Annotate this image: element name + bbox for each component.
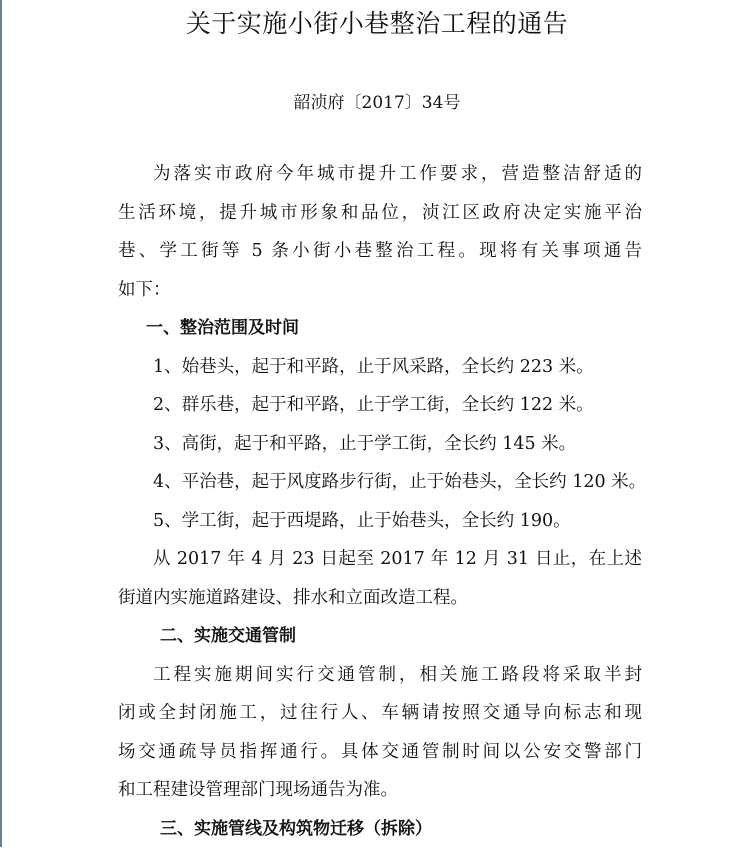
page-left-border	[0, 0, 2, 847]
intro-line-4: 如下：	[118, 271, 642, 310]
traffic-line-4: 和工程建设管理部门现场通告为准。	[118, 771, 642, 810]
traffic-line-1: 工程实施期间实行交通管制，相关施工路段将采取半封	[118, 656, 642, 695]
scope-item-5: 5、学工街，起于西堤路，止于始巷头，全长约 190。	[118, 502, 642, 541]
traffic-line-3: 场交通疏导员指挥通行。具体交通管制时间以公安交警部门	[118, 733, 642, 772]
scope-item-4: 4、平治巷，起于风度路步行街，止于始巷头，全长约 120 米。	[118, 463, 642, 502]
section-2-heading: 二、实施交通管制	[118, 617, 642, 656]
section-1-heading: 一、整治范围及时间	[118, 309, 642, 348]
document-number: 韶浈府〔2017〕34号	[0, 88, 754, 113]
scope-item-2: 2、群乐巷，起于和平路，止于学工街，全长约 122 米。	[118, 386, 642, 425]
scope-item-3: 3、高街，起于和平路，止于学工街，全长约 145 米。	[118, 425, 642, 464]
scope-item-1: 1、始巷头，起于和平路，止于风采路，全长约 223 米。	[118, 348, 642, 387]
intro-line-1: 为落实市政府今年城市提升工作要求，营造整洁舒适的	[118, 155, 642, 194]
intro-line-3: 巷、学工街等 5 条小街小巷整治工程。现将有关事项通告	[118, 232, 642, 271]
intro-line-2: 生活环境，提升城市形象和品位，浈江区政府决定实施平治	[118, 194, 642, 233]
section-3-heading: 三、实施管线及构筑物迁移（拆除）	[118, 810, 642, 848]
document-body	[118, 155, 642, 848]
period-line-1: 从 2017 年 4 月 23 日起至 2017 年 12 月 31 日止，在上述	[118, 540, 642, 579]
document-title: 关于实施小街小巷整治工程的通告	[0, 4, 754, 40]
traffic-line-2: 闭或全封闭施工，过往行人、车辆请按照交通导向标志和现	[118, 694, 642, 733]
period-line-2: 街道内实施道路建设、排水和立面改造工程。	[118, 579, 642, 618]
